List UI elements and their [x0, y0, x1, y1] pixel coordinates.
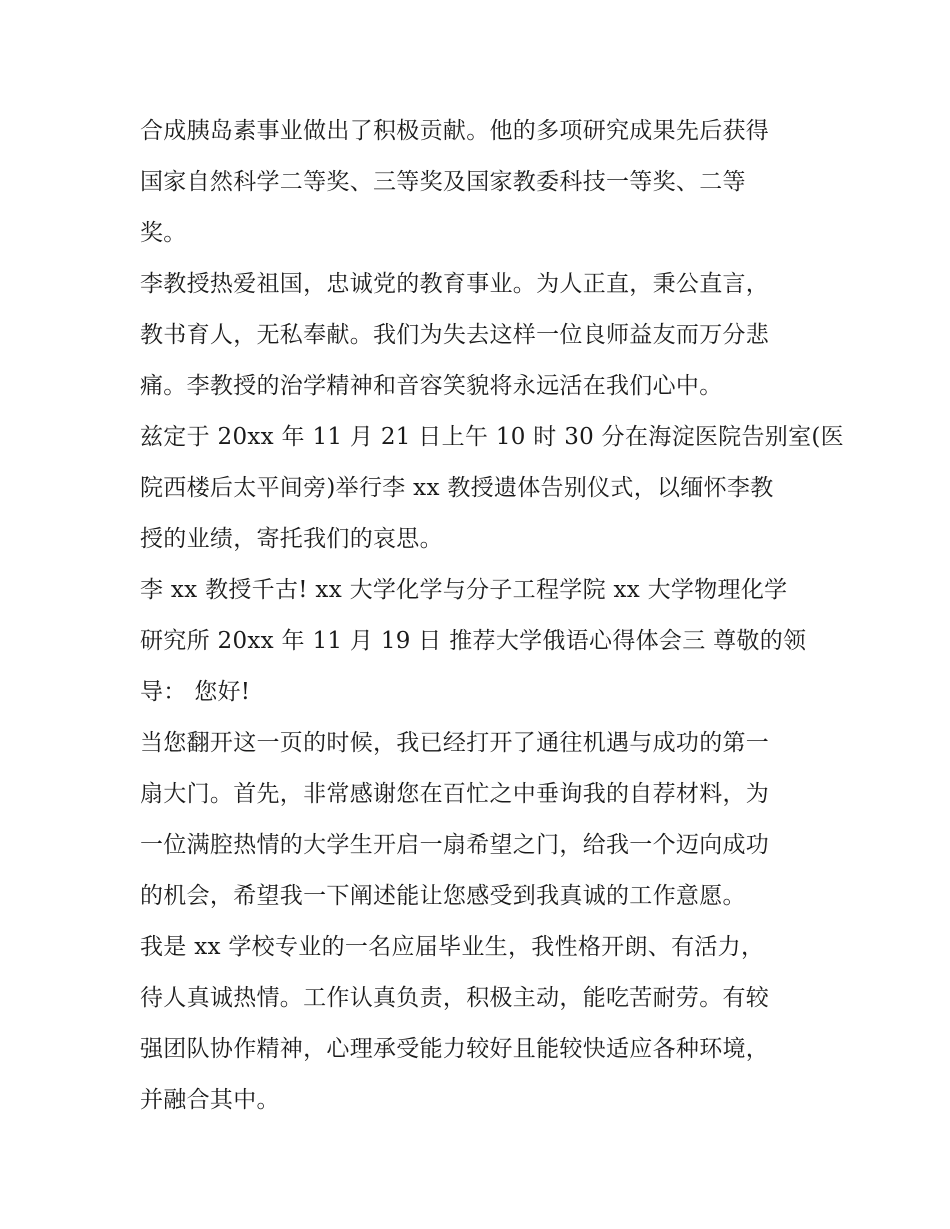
text-line: 当您翻开这一页的时候，我已经打开了通往机遇与成功的第一	[140, 730, 770, 756]
text-line: 扇大门。首先，非常感谢您在百忙之中垂询我的自荐材料，为	[140, 781, 770, 807]
text-line: 一位满腔热情的大学生开启一扇希望之门，给我一个迈向成功	[140, 832, 770, 858]
text-line: 待人真诚热情。工作认真负责，积极主动，能吃苦耐劳。有较	[140, 985, 770, 1011]
text-line: 院西楼后太平间旁)举行李 xx 教授遗体告别仪式，以缅怀李教	[140, 475, 774, 501]
text-line: 教书育人，无私奉献。我们为失去这样一位良师益友而万分悲	[140, 322, 770, 348]
text-line: 兹定于 20xx 年 11 月 21 日上午 10 时 30 分在海淀医院告别室(医	[140, 424, 844, 450]
text-line: 李 xx 教授千古! xx 大学化学与分子工程学院 xx 大学物理化学	[140, 577, 788, 603]
text-line: 导： 您好!	[140, 679, 251, 705]
text-line: 的机会，希望我一下阐述能让您感受到我真诚的工作意愿。	[140, 883, 746, 909]
document-body	[140, 106, 844, 1126]
text-line: 并融合其中。	[140, 1087, 280, 1113]
text-line: 授的业绩，寄托我们的哀思。	[140, 526, 443, 552]
text-line: 我是 xx 学校专业的一名应届毕业生，我性格开朗、有活力，	[140, 934, 765, 960]
text-line: 国家自然科学二等奖、三等奖及国家教委科技一等奖、二等	[140, 169, 746, 195]
text-line: 奖。	[140, 220, 187, 246]
text-line: 合成胰岛素事业做出了积极贡献。他的多项研究成果先后获得	[140, 118, 770, 144]
text-line: 李教授热爱祖国，忠诚党的教育事业。为人正直，秉公直言，	[140, 271, 770, 297]
text-line: 强团队协作精神，心理承受能力较好且能较快适应各种环境，	[140, 1036, 770, 1062]
text-line: 研究所 20xx 年 11 月 19 日 推荐大学俄语心得体会三 尊敬的领	[140, 628, 807, 654]
text-line: 痛。李教授的治学精神和音容笑貌将永远活在我们心中。	[140, 373, 723, 399]
